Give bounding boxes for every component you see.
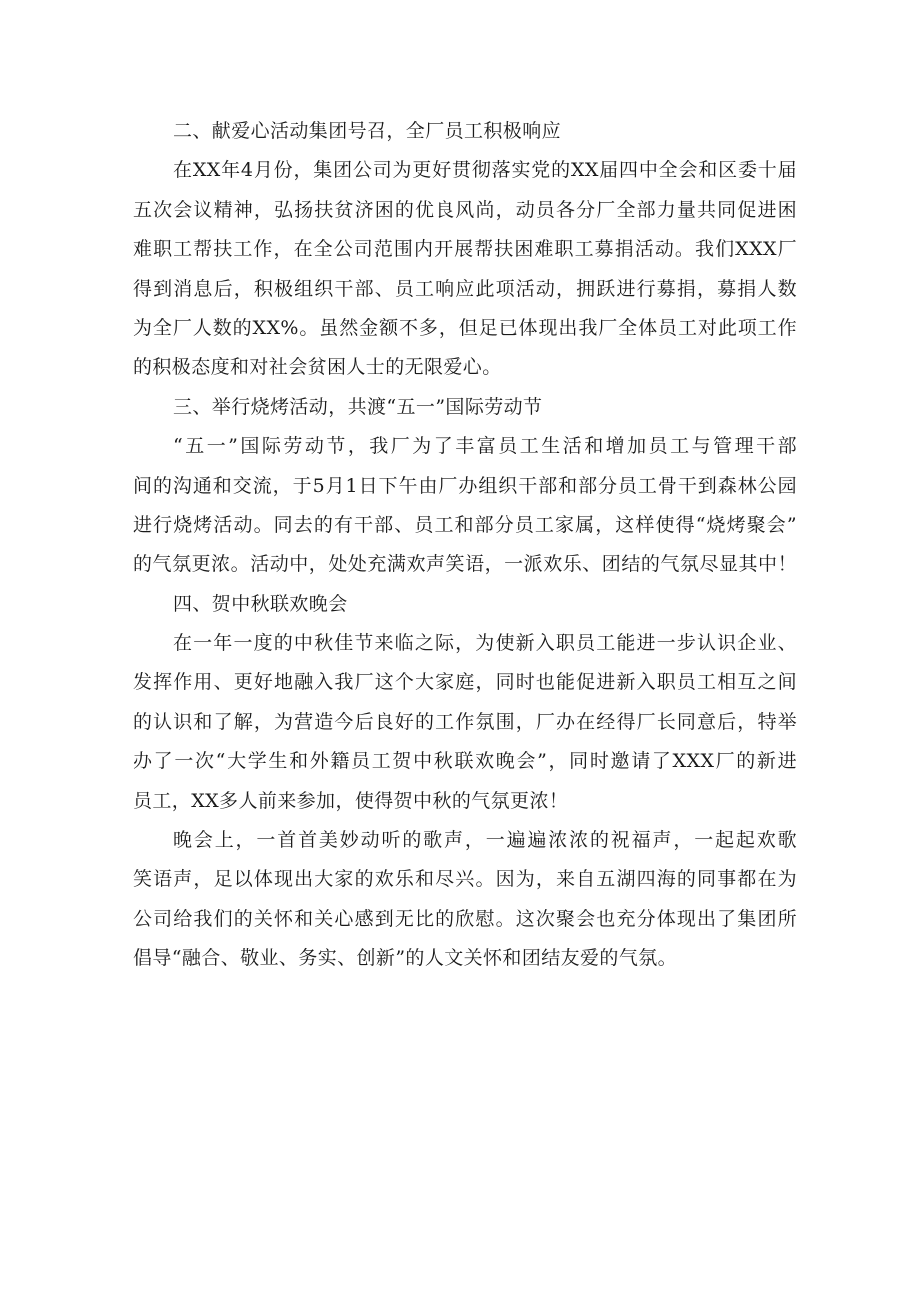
paragraph-line: 笑语声，足以体现出大家的欢乐和尽兴。因为，来自五湖四海的同事都在为 [133, 868, 797, 891]
paragraph-donation [133, 151, 797, 387]
paragraph-line: 公司给我们的关怀和关心感到无比的欣慰。这次聚会也充分体现出了集团所 [133, 907, 797, 930]
paragraph-evening-party [133, 821, 797, 979]
paragraph-line: 间的沟通和交流，于5月1日下午由厂办组织干部和部分员工骨干到森林公园 [133, 474, 797, 497]
section-heading-mid-autumn: 四、贺中秋联欢晚会 [173, 592, 348, 615]
paragraph-line: 为全厂人数的XX%。虽然金额不多，但足已体现出我厂全体员工对此项工作 [133, 316, 797, 339]
paragraph-line: 在XX年4月份，集团公司为更好贯彻落实党的XX届四中全会和区委十届 [173, 159, 797, 182]
paragraph-line: 倡导“融合、敬业、务实、创新”的人文关怀和团结友爱的气氛。 [133, 947, 678, 970]
paragraph-line: “五一”国际劳动节，我厂为了丰富员工生活和增加员工与管理干部 [173, 435, 797, 458]
paragraph-bbq [133, 427, 797, 585]
paragraph-line: 难职工帮扶工作，在全公司范围内开展帮扶困难职工募捐活动。我们XXX厂 [133, 238, 797, 261]
paragraph-line: 办了一次“大学生和外籍员工贺中秋联欢晚会”，同时邀请了XXX厂的新进 [133, 750, 797, 773]
paragraph-line: 进行烧烤活动。同去的有干部、员工和部分员工家属，这样使得“烧烤聚会” [133, 513, 797, 536]
paragraph-line: 在一年一度的中秋佳节来临之际，为使新入职员工能进一步认识企业、 [173, 632, 797, 655]
paragraph-line: 的认识和了解，为营造今后良好的工作氛围，厂办在经得厂长同意后，特举 [133, 710, 797, 733]
paragraph-line: 员工，XX多人前来参加，使得贺中秋的气氛更浓！ [133, 789, 569, 812]
paragraph-line: 的气氛更浓。活动中，处处充满欢声笑语，一派欢乐、团结的气氛尽显其中！ [133, 553, 797, 576]
section-heading-bbq: 三、举行烧烤活动，共渡“五一”国际劳动节 [173, 395, 543, 418]
paragraph-mid-autumn [133, 624, 797, 821]
document-body [133, 112, 797, 979]
paragraph-line: 发挥作用、更好地融入我厂这个大家庭，同时也能促进新入职员工相互之间 [133, 671, 797, 694]
paragraph-line: 得到消息后，积极组织干部、员工响应此项活动，拥跃进行募捐，募捐人数 [133, 277, 797, 300]
paragraph-line: 晚会上，一首首美妙动听的歌声，一遍遍浓浓的祝福声，一起起欢歌 [173, 829, 797, 852]
section-heading-donation: 二、献爱心活动集团号召，全厂员工积极响应 [173, 120, 562, 142]
paragraph-line: 五次会议精神，弘扬扶贫济困的优良风尚，动员各分厂全部力量共同促进困 [133, 198, 797, 221]
paragraph-line: 的积极态度和对社会贫困人士的无限爱心。 [133, 356, 502, 379]
